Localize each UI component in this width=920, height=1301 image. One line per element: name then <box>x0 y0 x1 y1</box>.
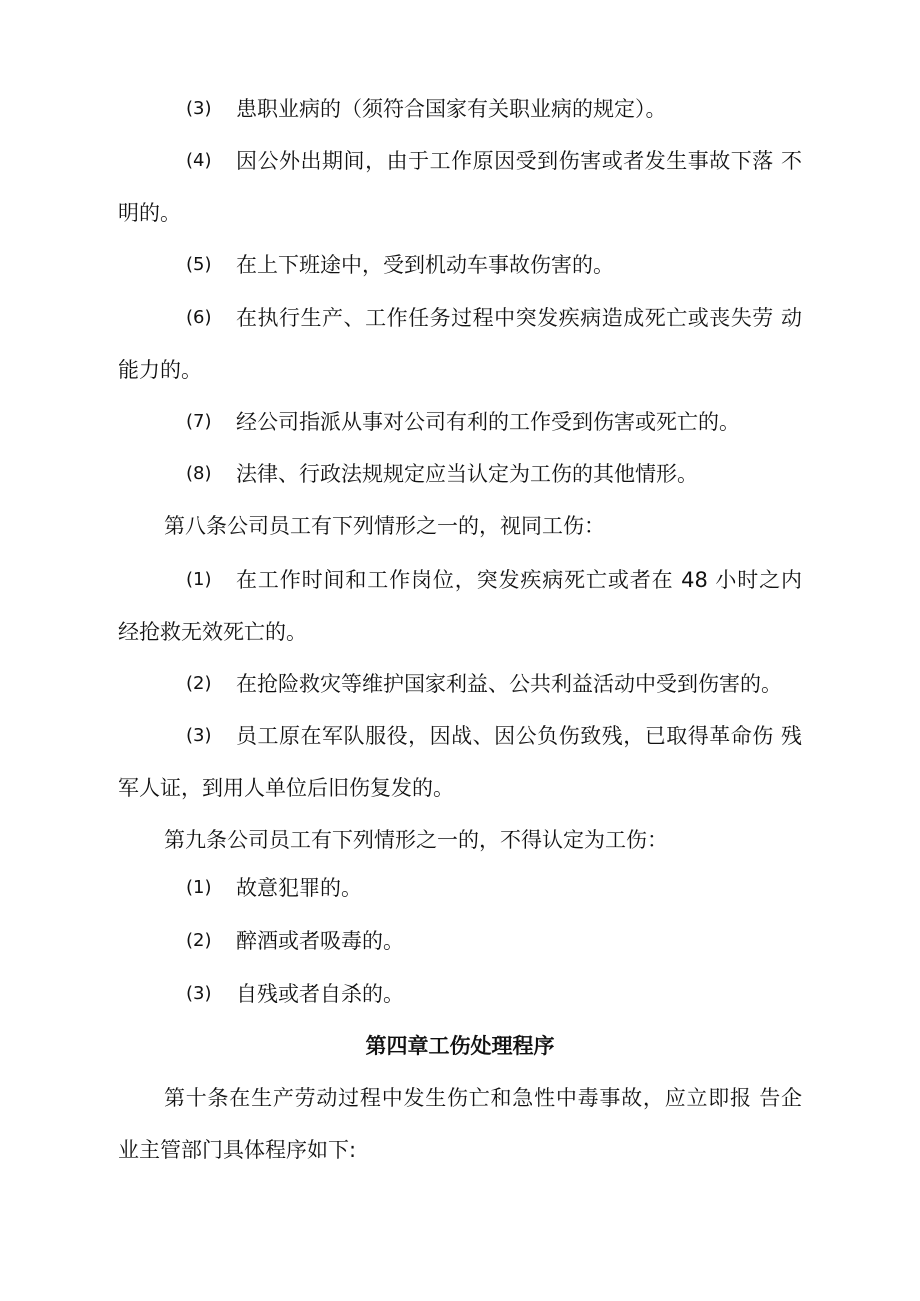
continuation-text: 经抢救无效死亡的。 <box>118 620 307 644</box>
item-text: 经公司指派从事对公司有利的工作受到伤害或死亡的。 <box>236 410 740 434</box>
continuation-text: 军人证，到用人单位后旧伤复发的。 <box>118 776 454 800</box>
item-text: 自残或者自杀的。 <box>236 982 404 1006</box>
item-number: (1) <box>186 569 212 590</box>
item-number: (4) <box>186 150 212 171</box>
continuation-text: 明的。 <box>118 201 181 225</box>
item-text: 故意犯罪的。 <box>236 876 362 900</box>
item-text: 在执行生产、工作任务过程中突发疾病造成死亡或丧失劳 动 <box>236 306 802 330</box>
item-number: (6) <box>186 307 212 328</box>
item-number: (2) <box>186 673 212 694</box>
item-text: 患职业病的（须符合国家有关职业病的规定）。 <box>236 97 667 121</box>
item-number: (3) <box>186 98 212 119</box>
item-number: (5) <box>186 254 212 275</box>
article-text: 第九条公司员工有下列情形之一的，不得认定为工伤： <box>164 828 668 852</box>
item-text: 员工原在军队服役，因战、因公负伤致残，已取得革命伤 残 <box>236 724 802 748</box>
continuation-text: 业主管部门具体程序如下: <box>118 1138 357 1162</box>
item-number: (2) <box>186 930 212 951</box>
chapter-heading: 第四章工伤处理程序 <box>365 1034 555 1058</box>
item-number: (1) <box>186 877 212 898</box>
item-number: (3) <box>186 983 212 1004</box>
item-text: 在上下班途中，受到机动车事故伤害的。 <box>236 253 614 277</box>
continuation-text: 能力的。 <box>118 358 202 382</box>
article-text: 第八条公司员工有下列情形之一的，视同工伤： <box>164 514 605 538</box>
item-text: 醉酒或者吸毒的。 <box>236 929 404 953</box>
item-text: 因公外出期间，由于工作原因受到伤害或者发生事故下落 不 <box>236 149 802 173</box>
item-number: (3) <box>186 725 212 746</box>
item-text: 法律、行政法规规定应当认定为工伤的其他情形。 <box>236 462 698 486</box>
item-text: 在工作时间和工作岗位，突发疾病死亡或者在 48 小时之内 <box>236 568 802 592</box>
item-text: 在抢险救灾等维护国家利益、公共利益活动中受到伤害的。 <box>236 672 782 696</box>
item-number: (7) <box>186 411 212 432</box>
item-number: (8) <box>186 463 212 484</box>
article-text: 第十条在生产劳动过程中发生伤亡和急性中毒事故，应立即报 告企 <box>164 1086 802 1110</box>
